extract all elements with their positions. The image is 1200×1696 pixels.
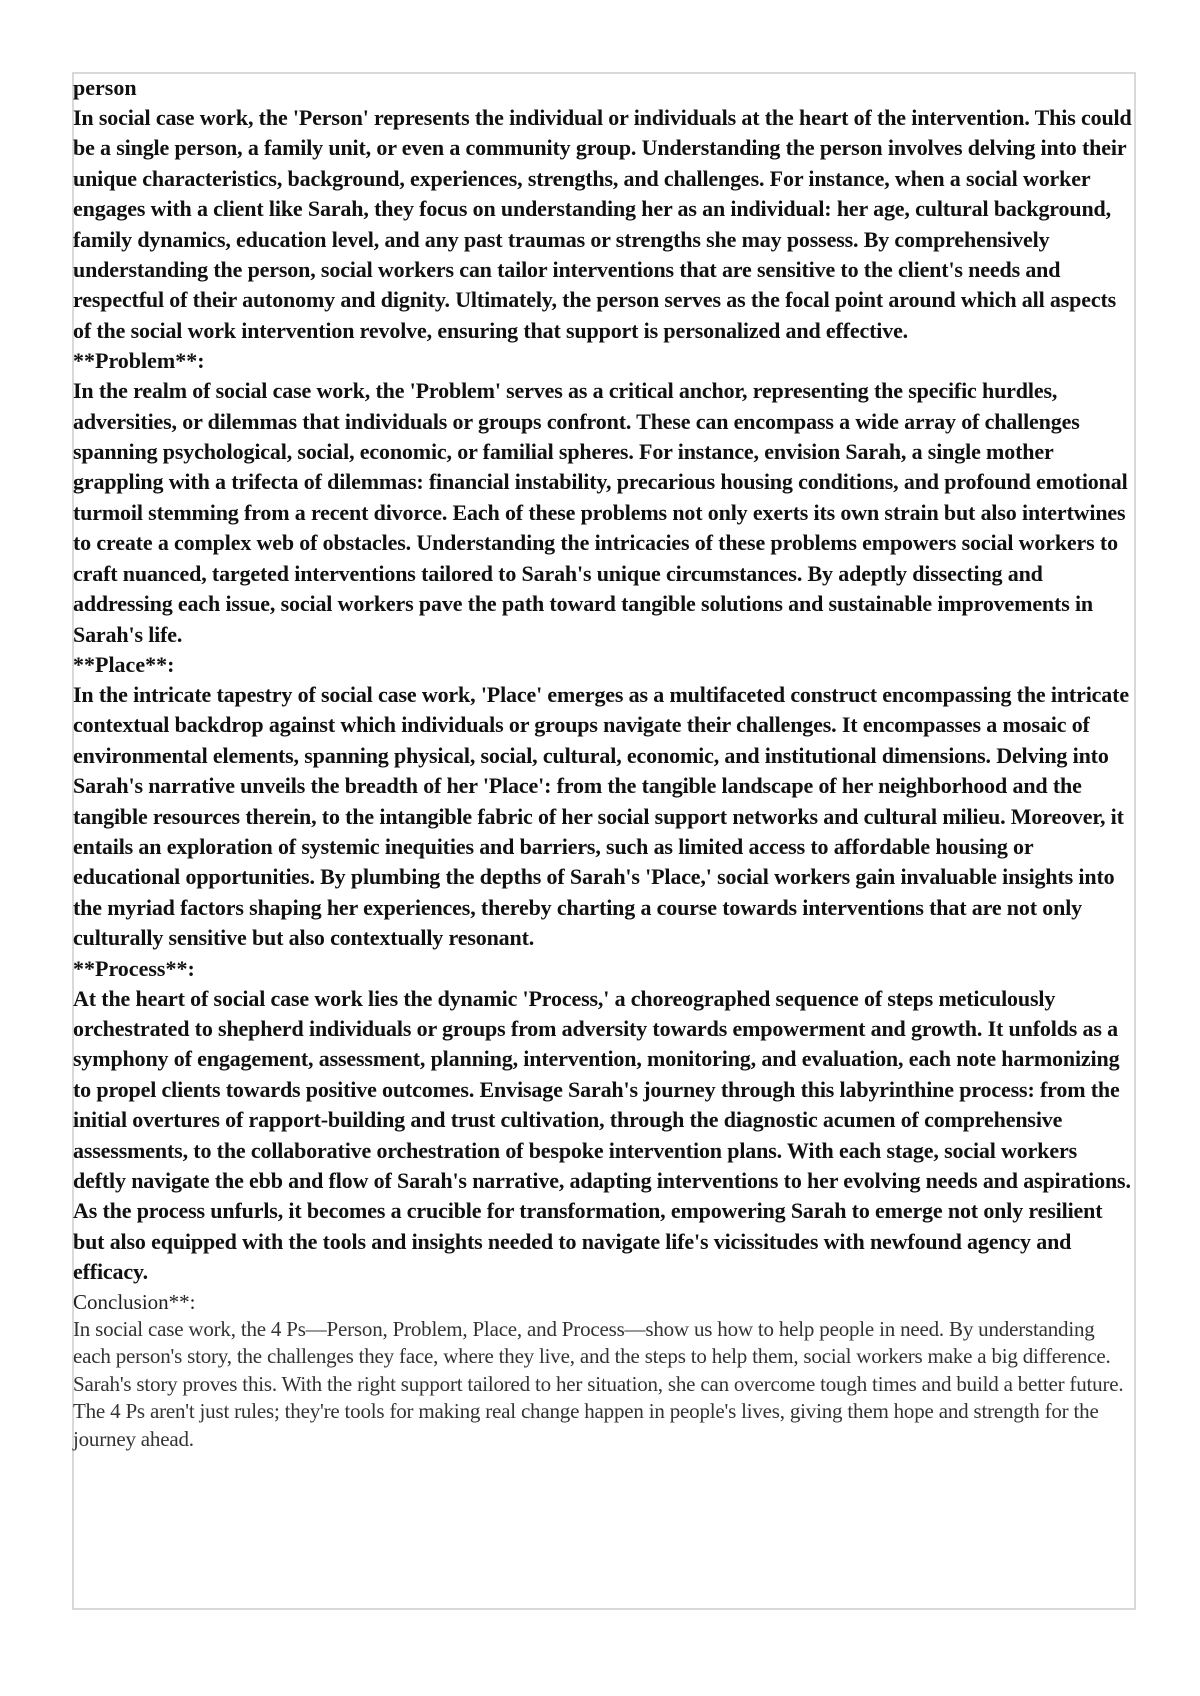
section-heading-place: **Place**: [73, 651, 175, 677]
section-heading-problem: **Problem**: [73, 348, 205, 374]
section-text-place: In the intricate tapestry of social case work, 'Place' emerges as a multifaceted construct encompassing the intricate contextual backdrop against which individuals or groups navigate their challenges. It encompasses a mosaic of environmental elements, spanning physical, social, cultural, economic, and institutional dimensions. Delving into Sarah's narrative unveils the breadth of her 'Place': from the tangible landscape of her neighborhood and the tangible resources therein, to the intangible fabric of her social support networks and cultural milieu. Moreover, it entails an exploration of systemic inequities and barriers, such as limited access to affordable housing or educational opportunities. By plumbing the depths of Sarah's 'Place,' social workers gain invaluable insights into the myriad factors shaping her experiences, thereby charting a course towards interventions that are not only culturally sensitive but also contextually resonant. [73, 681, 1129, 951]
conclusion-heading: Conclusion**: [73, 1289, 196, 1314]
section-heading-process: **Process**: [73, 955, 195, 981]
document-body [73, 73, 1135, 1454]
section-heading-person: person [73, 75, 137, 100]
section-text-problem: In the realm of social case work, the 'Problem' serves as a critical anchor, representing the specific hurdles, adversities, or dilemmas that individuals or groups confront. These can encompass a wide array of challenges spanning psychological, social, economic, or familial spheres. For instance, envision Sarah, a single mother grappling with a trifecta of dilemmas: financial instability, precarious housing conditions, and profound emotional turmoil stemming from a recent divorce. Each of these problems not only exerts its own strain but also intertwines to create a complex web of obstacles. Understanding the intricacies of these problems empowers social workers to craft nuanced, targeted interventions tailored to Sarah's unique circumstances. By adeptly dissecting and addressing each issue, social workers pave the path toward tangible solutions and sustainable improvements in Sarah's life. [73, 378, 1128, 647]
section-text-process: At the heart of social case work lies the dynamic 'Process,' a choreographed sequence of steps meticulously orchestrated to shepherd individuals or groups from adversity towards empowerment and growth. It unfolds as a symphony of engagement, assessment, planning, intervention, monitoring, and evaluation, each note harmonizing to propel clients towards positive outcomes. Envisage Sarah's journey through this labyrinthine process: from the initial overtures of rapport-building and trust cultivation, through the diagnostic acumen of comprehensive assessments, to the collaborative orchestration of bespoke intervention plans. With each stage, social workers deftly navigate the ebb and flow of Sarah's narrative, adapting interventions to her evolving needs and aspirations. As the process unfurls, it becomes a crucible for transformation, empowering Sarah to emerge not only resilient but also equipped with the tools and insights needed to navigate life's vicissitudes with newfound agency and efficacy. [73, 985, 1131, 1285]
conclusion-text: In social case work, the 4 Ps—Person, Problem, Place, and Process—show us how to help people in need. By understanding each person's story, the challenges they face, where they live, and the steps to help them, social workers make a big difference. Sarah's story proves this. With the right support tailored to her situation, she can overcome tough times and build a better future. The 4 Ps aren't just rules; they're tools for making real change happen in people's lives, giving them hope and strength for the journey ahead. [73, 1316, 1124, 1451]
section-text-person: In social case work, the 'Person' represents the individual or individuals at the heart of the intervention. This could be a single person, a family unit, or even a community group. Understanding the person involves delving into their unique characteristics, background, experiences, strengths, and challenges. For instance, when a social worker engages with a client like Sarah, they focus on understanding her as an individual: her age, cultural background, family dynamics, education level, and any past traumas or strengths she may possess. By comprehensively understanding the person, social workers can tailor interventions that are sensitive to the client's needs and respectful of their autonomy and dignity. Ultimately, the person serves as the focal point around which all aspects of the social work intervention revolve, ensuring that support is personalized and effective. [73, 105, 1132, 343]
